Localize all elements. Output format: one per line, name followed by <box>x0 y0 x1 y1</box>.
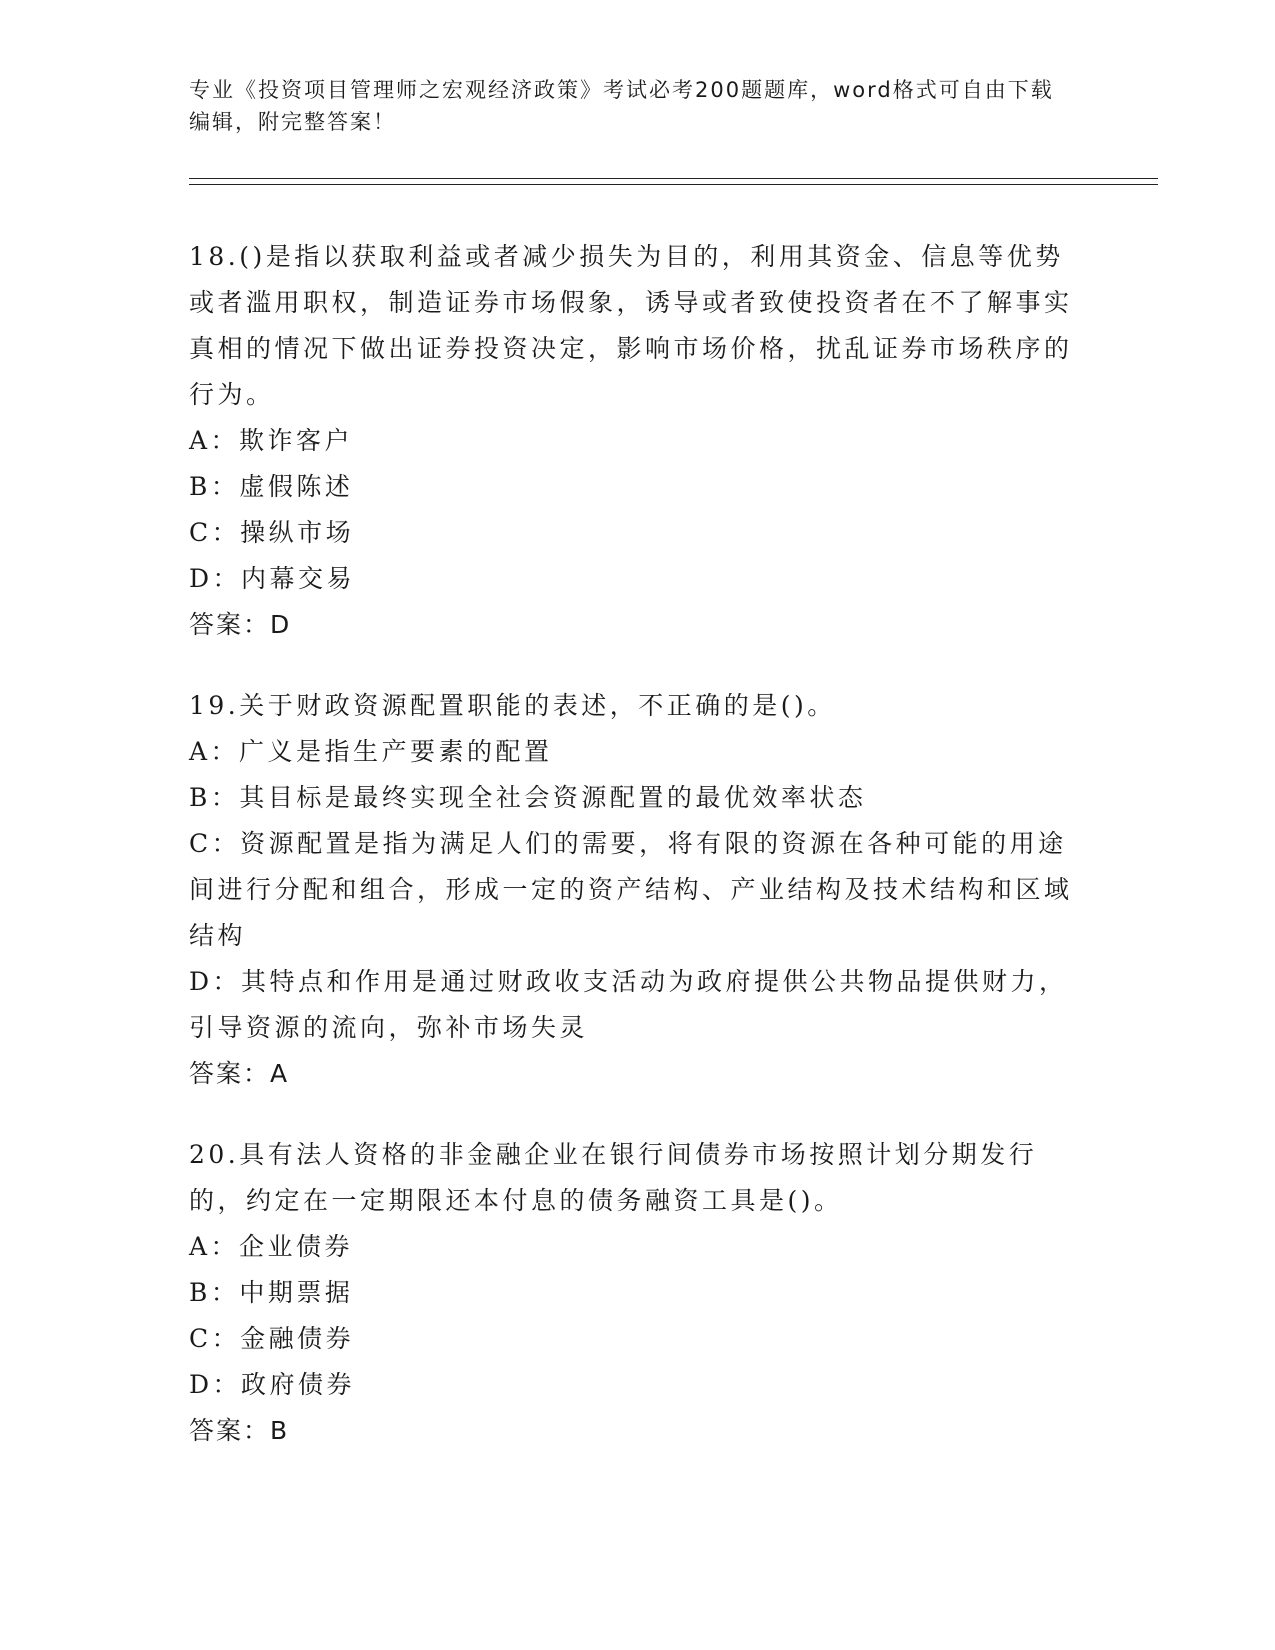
document-header: 专业《投资项目管理师之宏观经济政策》考试必考200题题库，word格式可自由下载编辑，附完整答案！ <box>189 78 1054 134</box>
option-a: A：欺诈客户 <box>189 426 354 455</box>
question-stem: 19.关于财政资源配置职能的表述，不正确的是()。 <box>189 691 836 720</box>
header-divider-bottom <box>189 184 1158 185</box>
question-18 <box>189 234 1089 648</box>
option-c: C：资源配置是指为满足人们的需要，将有限的资源在各种可能的用途间进行分配和组合，形成一定的资产结构、产业结构及技术结构和区域结构 <box>189 829 1073 950</box>
option-b: B：其目标是最终实现全社会资源配置的最优效率状态 <box>189 783 867 812</box>
question-list <box>189 234 1089 1489</box>
question-20 <box>189 1132 1089 1454</box>
option-d: D：政府债券 <box>189 1370 356 1399</box>
answer-line: 答案：B <box>189 1416 290 1445</box>
question-stem: 18.()是指以获取利益或者减少损失为目的，利用其资金、信息等优势或者滥用职权，制造证券市场假象，诱导或者致使投资者在不了解事实真相的情况下做出证券投资决定，影响市场价格，扰乱证券市场秩序的行为。 <box>189 242 1073 409</box>
option-a: A：企业债券 <box>189 1232 354 1261</box>
option-c: C：金融债券 <box>189 1324 355 1353</box>
question-stem: 20.具有法人资格的非金融企业在银行间债券市场按照计划分期发行的，约定在一定期限还本付息的债务融资工具是()。 <box>189 1140 1038 1215</box>
answer-line: 答案：A <box>189 1059 290 1088</box>
option-c: C：操纵市场 <box>189 518 355 547</box>
option-b: B：中期票据 <box>189 1278 354 1307</box>
option-a: A：广义是指生产要素的配置 <box>189 737 553 766</box>
option-d: D：内幕交易 <box>189 564 356 593</box>
header-divider-top <box>189 178 1158 179</box>
answer-line: 答案：D <box>189 610 292 639</box>
option-b: B：虚假陈述 <box>189 472 354 501</box>
option-d: D：其特点和作用是通过财政收支活动为政府提供公共物品提供财力，引导资源的流向，弥补市场失灵 <box>189 967 1068 1042</box>
question-19 <box>189 683 1089 1097</box>
